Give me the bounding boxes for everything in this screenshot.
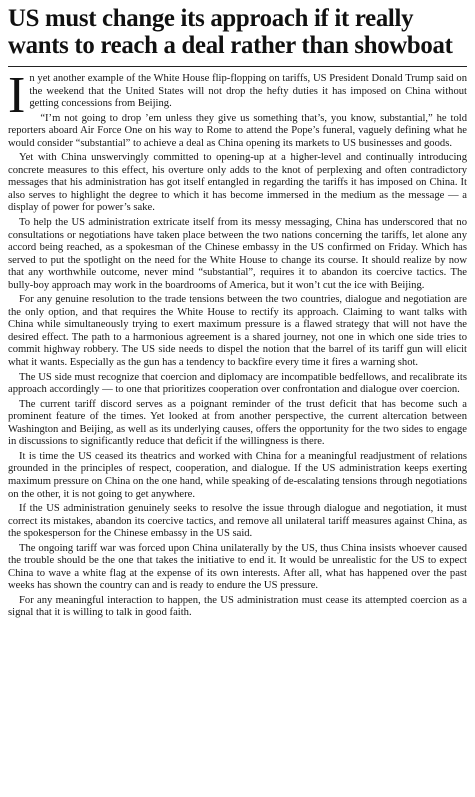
article-headline: [8, 5, 467, 59]
article-paragraph: If the US administration genuinely seeks to resolve the issue through dialogue and negotiation, it must correct its mistakes, abandon its coercive tactics, and remove all unilateral tariff measures against China, as the spokesperson for the Chinese embassy in the US said.: [8, 503, 467, 540]
headline-divider: [8, 66, 467, 67]
article-paragraph: For any genuine resolution to the trade tensions between the two countries, dialogue and negotiation are the only option, and that requires the White House to rectify its approach. Claiming to want talks with China while simultaneously trying to exert maximum pressure is a flawed strategy that will not have the desired effect. The path to a harmonious agreement is a shared journey, not one in which one side tries to commit highway robbery. The US side needs to dispel the notion that the barrel of its tariff gun will elicit what it wants. Especially as the gun has a tendency to backfire every time it fires a warning shot.: [8, 294, 467, 369]
article-paragraph: The current tariff discord serves as a poignant reminder of the trust deficit that has become such a prominent feature of the times. Yet looked at from another perspective, the current altercation between Washington and Beijing, as well as its underlying causes, offers the opportunity for the two sides to engage in discussions to significantly reduce that deficit if the willingness is there.: [8, 398, 467, 448]
article-paragraph: The US side must recognize that coercion and diplomacy are incompatible bedfellows, and recalibrate its approach accordingly — to one that prioritizes cooperation over confrontation and dialogue over coercion.: [8, 371, 467, 396]
article-paragraph: The ongoing tariff war was forced upon China unilaterally by the US, thus China insists whoever caused the trouble should be the one that takes the initiative to end it. It would be unrealistic for the US to expect China to wave a white flag at the expense of its own interests. After all, what has happened over the past weeks has shown the country can and is ready to endure the US pressure.: [8, 542, 467, 592]
headline-line-1: US must change its approach if it really: [8, 5, 414, 32]
article-paragraph: For any meaningful interaction to happen, the US administration must cease its attempted coercion as a signal that it is willing to talk in good faith.: [8, 594, 467, 619]
drop-cap: I: [8, 67, 26, 124]
article-body: [8, 67, 467, 620]
article-paragraph: Yet with China unswervingly committed to opening-up at a higher-level and continually introducing concrete measures to this effect, his overture only adds to the knot of perplexing and often contradictory messages that his administration has got itself entangled in regarding the tariffs it has imposed on China. It also serves to highlight the degree to which it has become immersed in the medium as the message — a display of power for power’s sake.: [8, 152, 467, 214]
article-paragraph-lead: [8, 67, 467, 124]
lead-text: n yet another example of the White House flip-flopping on tariffs, US President Donald Trump said on the weekend that the United States will not drop the hefty duties it has imposed on China without getting concessions from Beijing.: [29, 73, 467, 110]
article-paragraph: It is time the US ceased its theatrics and worked with China for a meaningful readjustment of relations grounded in the principles of respect, cooperation, and dialogue. If the US administration keeps exerting maximum pressure on China on the one hand, while speaking of de-escalating tensions through negotiations on the other, it is not going to get anywhere.: [8, 450, 467, 500]
article-paragraph: “I’m not going to drop ’em unless they give us something that’s, you know, substantial,” he told reporters aboard Air Force One on his way to Rome to attend the Pope’s funeral, vaguely defining what he would consider “substantial” to achieve a deal as China opening its markets to US businesses and goods.: [8, 112, 467, 149]
headline-line-2: wants to reach a deal rather than showboat: [8, 32, 453, 59]
article-paragraph: To help the US administration extricate itself from its messy messaging, China has underscored that no consultations or negotiations have taken place between the two nations concerning the tariffs, let alone any accord being reached, as a spokesman of the Chinese embassy in the US confirmed on Friday. Which has served to put the spotlight on the need for the White House to change its course. It should realize by now that any worthwhile outcome, never mind “substantial”, requires it to abandon its coercive tactics. The bully-boy approach may work in the boardrooms of America, but it won’t cut the ice with Beijing.: [8, 217, 467, 291]
